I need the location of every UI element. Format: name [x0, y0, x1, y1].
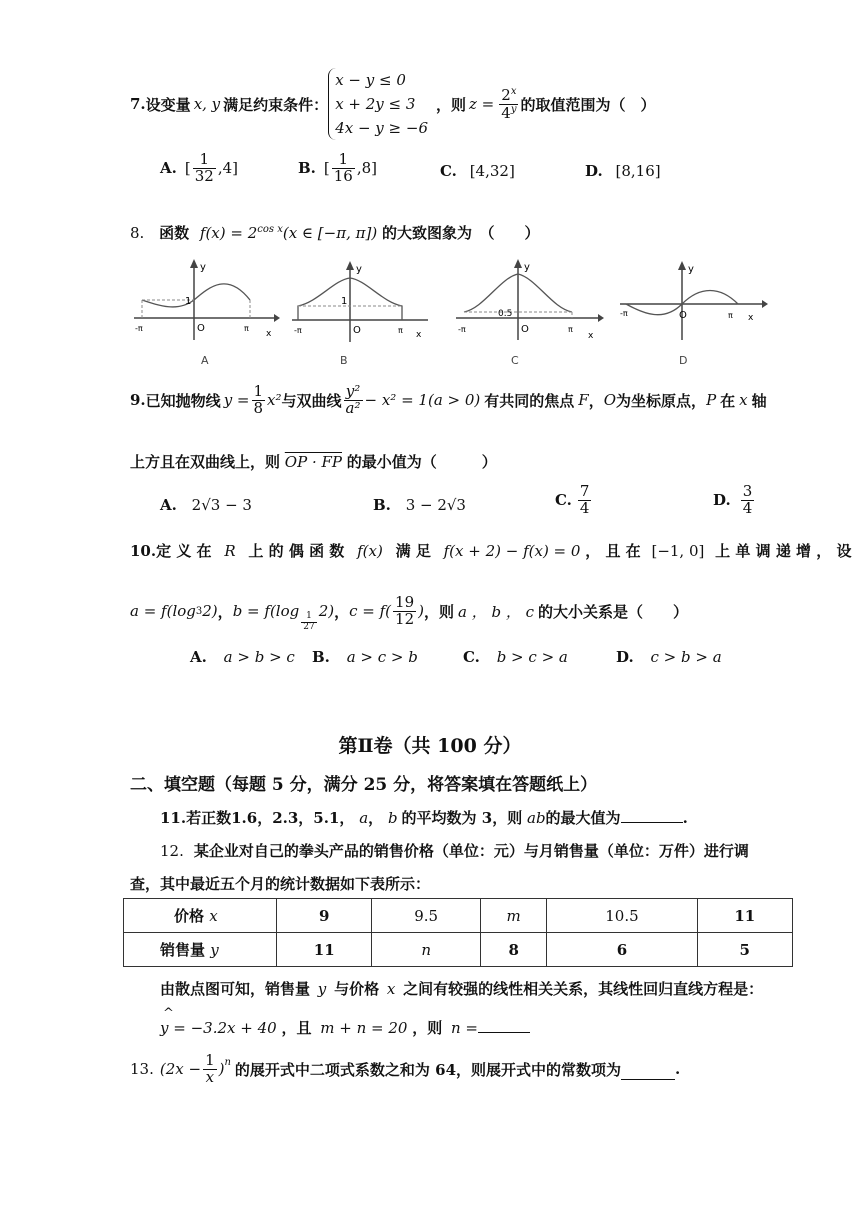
graph-a [130, 256, 280, 344]
table-cell: 5 [697, 933, 792, 967]
q9-option-c: C. $\frac{7}{4}$ [555, 482, 590, 517]
graph-c-left: -π [458, 325, 466, 334]
section-heading: 二、填空题（每题 5 分，满分 25 分，将答案填在答题纸上） [130, 775, 598, 795]
q9-option-a: A. 2√3 − 3 [160, 496, 252, 514]
table-cell: n [372, 933, 480, 967]
q9-option-b: B. 3 − 2√3 [373, 496, 466, 514]
answer-blank [621, 1063, 675, 1080]
q9-option-d: D. $\frac{3}{4}$ [713, 482, 753, 517]
q10-line2: a = f(log 3 2) ， b = f(log $\frac{1}{27}$ 2) ， c = f( $\frac{19}{12}$ ) ，则 a ， b ， c 的大小关系是（ ） [130, 592, 689, 632]
table-cell: 6 [547, 933, 697, 967]
z-fraction: $\frac{2^x}{4^y}$ [501, 85, 517, 122]
graph-b-right: π [398, 326, 403, 335]
q7-line: 7. 设变量 x, y 满足约束条件： x − y ≤ 0 x + 2y ≤ 3 4x − y ≥ −6 ，则 z = $\frac{2^x}{4^y}$ 的取值范围为（ ） [130, 64, 655, 144]
graph-b-y: y [356, 264, 362, 275]
q7-option-d: D. [8,16] [585, 162, 661, 180]
graph-a-left: -π [135, 324, 143, 333]
graph-a-origin: O [197, 323, 205, 334]
graph-b-left: -π [294, 326, 302, 335]
graph-d-caption: D [679, 354, 688, 367]
q8-number: 8. [130, 224, 145, 242]
answer-blank [478, 1016, 530, 1033]
q9-line2: 上方且在双曲线上，则 OP · FP 的最小值为（ ） [130, 453, 497, 471]
table-cell: 11 [277, 933, 372, 967]
q11-number: 11. [160, 809, 187, 827]
graph-c-origin: O [521, 324, 529, 335]
q12-number: 12. [160, 842, 184, 860]
q7-number: 7. [130, 95, 146, 113]
graph-d-x: x [748, 313, 754, 323]
graph-b [288, 258, 438, 346]
graph-d-right: π [728, 311, 733, 320]
graph-d-y: y [688, 264, 694, 275]
graph-d-origin: O [679, 310, 687, 321]
graph-c-y: y [524, 262, 530, 273]
graph-c-caption: C [511, 354, 519, 367]
table-row [124, 899, 793, 933]
constraint-system: x − y ≤ 0 x + 2y ≤ 3 4x − y ≥ −6 [328, 68, 428, 140]
q10-number: 10. [130, 542, 157, 560]
q7-option-b: B. [ $\frac{1}{16}$ ,8] [298, 150, 378, 185]
row-header-sales: 销售量 y [124, 933, 277, 967]
graph-b-x: x [416, 330, 422, 340]
q10-option-a: A. a > b > c [190, 648, 295, 666]
q13-line: 13. (2x − $\frac{1}{x}$ ) $^n$ 的展开式中二项式系数之和为 64，则展开式中的常数项为 . [130, 1050, 681, 1086]
graph-c-mark: 0.5 [498, 309, 513, 319]
q10-option-b: B. a > c > b [312, 648, 418, 666]
graph-c-right: π [568, 325, 573, 334]
q12-line1: 12. 某企业对自己的拳头产品的销售价格（单位：元）与月销售量（单位：万件）进行调 [160, 842, 749, 860]
row-header-price: 价格 x [124, 899, 277, 933]
price-sales-table [123, 898, 793, 967]
hat-mark: ^ [163, 1006, 174, 1021]
graph-c-x: x [588, 331, 594, 341]
graph-a-x: x [266, 329, 272, 339]
graph-b-caption: B [340, 354, 348, 367]
q9-number: 9. [130, 391, 146, 410]
answer-blank [621, 806, 683, 823]
q9-line1: 9. 已知抛物线 y = $\frac{1}{8}$ x² 与双曲线 $\frac{\text{y²}}{\text{a²}}$ − x² = 1(a > 0) 有共同的焦点 F ， O 为坐标原点， P 在 x 轴 [130, 382, 767, 417]
table-cell: m [480, 899, 546, 933]
q10-option-d: D. c > b > a [616, 648, 722, 666]
graph-b-origin: O [353, 325, 361, 336]
graph-d [616, 260, 768, 344]
log-base-fraction: $\frac{1}{27}$ [303, 611, 315, 632]
table-cell: 11 [697, 899, 792, 933]
graph-a-caption: A [201, 354, 209, 367]
q7-option-c: C. [4,32] [440, 162, 515, 180]
q12-after2: ^ y = −3.2x + 40 ，且 m + n = 20 ，则 n = [160, 1016, 530, 1038]
table-cell: 9.5 [372, 899, 480, 933]
graph-b-mark: 1 [341, 296, 348, 307]
table-cell: 9 [277, 899, 372, 933]
table-cell: 8 [480, 933, 546, 967]
part-title: 第Ⅱ卷（共 100 分） [338, 735, 522, 757]
q7-option-a: A. [ $\frac{1}{32}$ ,4] [160, 150, 238, 185]
graph-a-mark: 1 [185, 296, 192, 307]
regression-equation: y = −3.2x + 40 [160, 1019, 277, 1037]
q13-number: 13. [130, 1060, 154, 1078]
graph-a-right: π [244, 324, 249, 333]
q10-option-c: C. b > c > a [463, 648, 568, 666]
q12-line2: 查，其中最近五个月的统计数据如下表所示： [130, 875, 431, 893]
table-cell: 10.5 [547, 899, 697, 933]
q10-line1: 10.定 义 在 R 上 的 偶 函 数 f(x) 满 足 f(x + 2) − f(x) = 0 ， 且 在 [−1, 0] 上 单 调 递 增 ， 设 [130, 542, 852, 560]
q12-after1: 由散点图可知，销售量 y 与价格 x 之间有较强的线性相关关系，其线性回归直线方程是： [160, 980, 764, 998]
table-row [124, 933, 793, 967]
q8-line: 8. 函数 $f(x) = 2^{cos x}(x$ ∈ [−π, π]) 的大致图象为 （ ） [130, 224, 540, 242]
graph-c [452, 256, 604, 344]
graph-a-y: y [200, 262, 206, 273]
q11-line: 11.若正数1.6，2.3，5.1， a， b 的平均数为 3，则 ab的最大值为 . [160, 806, 688, 828]
graph-d-left: -π [620, 309, 628, 318]
vector-product: OP · FP [284, 453, 342, 471]
